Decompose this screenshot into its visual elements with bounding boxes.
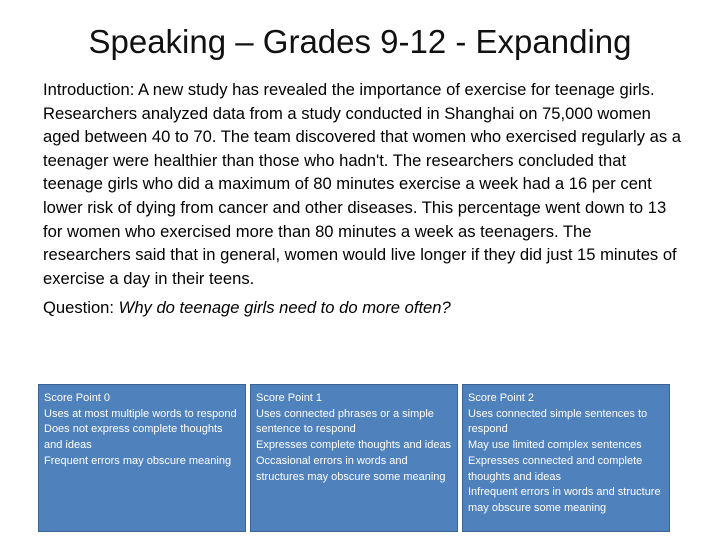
score-point-line: Uses connected phrases or a simple sentence to respond <box>256 407 434 436</box>
score-point-2-box <box>462 384 670 532</box>
score-point-line: Expresses connected and complete thoughts and ideas <box>468 454 643 483</box>
introduction-paragraph <box>43 78 683 290</box>
introduction-text: : A new study has revealed the importance of exercise for teenage girls. Researchers analyzed data from a study conducted in Shanghai on 75,000 women aged between 40 to 70. The team discovered that women who exercised regularly as a teenager were healthier than those who hadn't. The researchers concluded that teenage girls who did a maximum of 80 minutes exercise a week had a 16 per cent lower risk of dying from cancer and other diseases. This percentage went down to 13 for women who exercised more than 80 minutes a week as teenagers. The researchers said that in general, women would live longer if they did just 15 minutes of exercise a day in their teens. <box>43 80 682 288</box>
question-separator: : <box>109 298 119 318</box>
score-point-line: Occasional errors in words and structures may obscure some meaning <box>256 454 446 483</box>
score-point-1-box <box>250 384 458 532</box>
slide-body <box>43 78 683 320</box>
score-point-line: Does not express complete thoughts and ideas <box>44 423 223 452</box>
score-point-heading: Score Point 2 <box>468 392 535 404</box>
score-points-table <box>38 384 670 532</box>
score-point-heading: Score Point 0 <box>44 392 111 404</box>
score-point-line: Uses connected simple sentences to respond <box>468 407 648 436</box>
question-text: Why do teenage girls need to do more often? <box>118 298 451 318</box>
score-point-line: Uses at most multiple words to respond <box>44 407 237 420</box>
slide-title: Speaking – Grades 9-12 - Expanding <box>88 23 632 60</box>
question-label: Question <box>43 298 110 318</box>
score-point-line: Infrequent errors in words and structure may obscure some meaning <box>468 486 661 514</box>
score-point-0-box <box>38 384 246 532</box>
introduction-label: Introduction <box>43 80 130 99</box>
score-point-line: Frequent errors may obscure meaning <box>44 454 232 467</box>
question-paragraph <box>43 296 683 320</box>
score-point-heading: Score Point 1 <box>256 392 323 404</box>
score-point-line: Expresses complete thoughts and ideas <box>256 439 452 452</box>
score-point-line: May use limited complex sentences <box>468 439 642 452</box>
